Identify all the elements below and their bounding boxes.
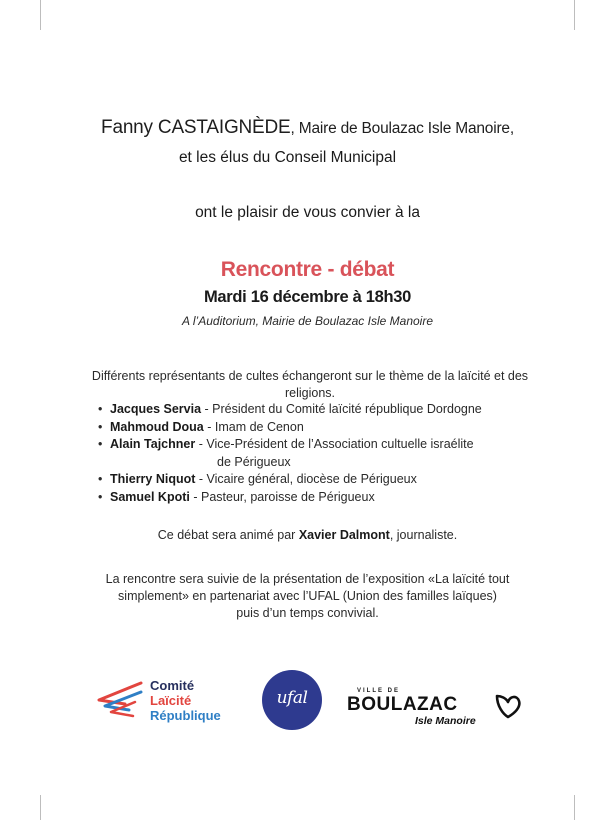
speaker-desc: - Imam de Cenon (203, 419, 304, 434)
speaker-desc: - Pasteur, paroisse de Périgueux (189, 489, 375, 504)
clr-wordmark (150, 678, 221, 723)
intro-text: Différents représentants de cultes échangeront sur le thème de la laïcité et des religions. (91, 369, 529, 400)
speaker-item (98, 436, 558, 471)
moderator-suffix: , journaliste. (389, 528, 458, 542)
clr-line1: Comité (150, 678, 195, 693)
clr-line2: Laïcité (150, 693, 192, 708)
speaker-name: Mahmoud Doua (110, 419, 204, 434)
moderator-name: Xavier Dalmont (298, 528, 390, 542)
clr-chevron-icon (95, 680, 145, 720)
speaker-item (98, 489, 558, 507)
speaker-desc: - Vicaire général, diocèse de Périgueux (195, 472, 417, 486)
speaker-name: Thierry Niquot (110, 472, 196, 486)
event-venue: A l’Auditorium, Mairie de Boulazac Isle Manoire (182, 314, 433, 328)
speaker-name: Alain Tajchner (110, 437, 196, 451)
crop-mark-top-left (40, 0, 41, 30)
comite-laicite-republique-logo (95, 676, 255, 728)
speaker-list (98, 401, 558, 506)
boulazac-small-caption: VILLE DE (357, 688, 401, 694)
event-title: Rencontre - débat (220, 258, 395, 281)
speaker-item (98, 471, 558, 489)
closing-text: La rencontre sera suivie de la présentation de l’exposition «La laïcité tout simplement» en partenariat avec l’UFAL (Union des familles laïques) puis d’un temps convivial. (105, 572, 510, 620)
moderator-line (0, 528, 615, 542)
speaker-item (98, 401, 558, 419)
moderator-prefix: Ce débat sera animé par (157, 528, 299, 542)
boulazac-subtitle: Isle Manoire (415, 715, 476, 727)
crop-mark-top-right (574, 0, 575, 30)
crop-mark-bottom-left (40, 795, 41, 820)
host-role: , Maire de Boulazac Isle Manoire, (290, 120, 514, 137)
speaker-name: Samuel Kpoti (110, 489, 190, 504)
speaker-desc: - Vice-Président de l’Association cultuelle israélite (195, 437, 474, 451)
invite-line: ont le plaisir de vous convier à la (195, 204, 420, 221)
clr-line3: République (150, 708, 221, 723)
speaker-name: Jacques Servia (110, 402, 202, 416)
speaker-item (98, 419, 558, 437)
speaker-desc: - Président du Comité laïcité république Dordogne (201, 402, 482, 416)
speaker-desc-continued: de Périgueux (217, 454, 291, 469)
boulazac-heart-icon (493, 692, 523, 720)
host-line-2: et les élus du Conseil Municipal (178, 149, 397, 166)
crop-mark-bottom-right (574, 795, 575, 820)
boulazac-logo (345, 688, 535, 733)
ufal-wordmark: ufal (276, 688, 308, 708)
ufal-logo (262, 670, 322, 730)
event-date: Mardi 16 décembre à 18h30 (203, 288, 412, 306)
host-line (0, 117, 615, 139)
boulazac-wordmark: BOULAZAC (347, 694, 458, 715)
host-name: Fanny CASTAIGNÈDE (101, 117, 291, 138)
